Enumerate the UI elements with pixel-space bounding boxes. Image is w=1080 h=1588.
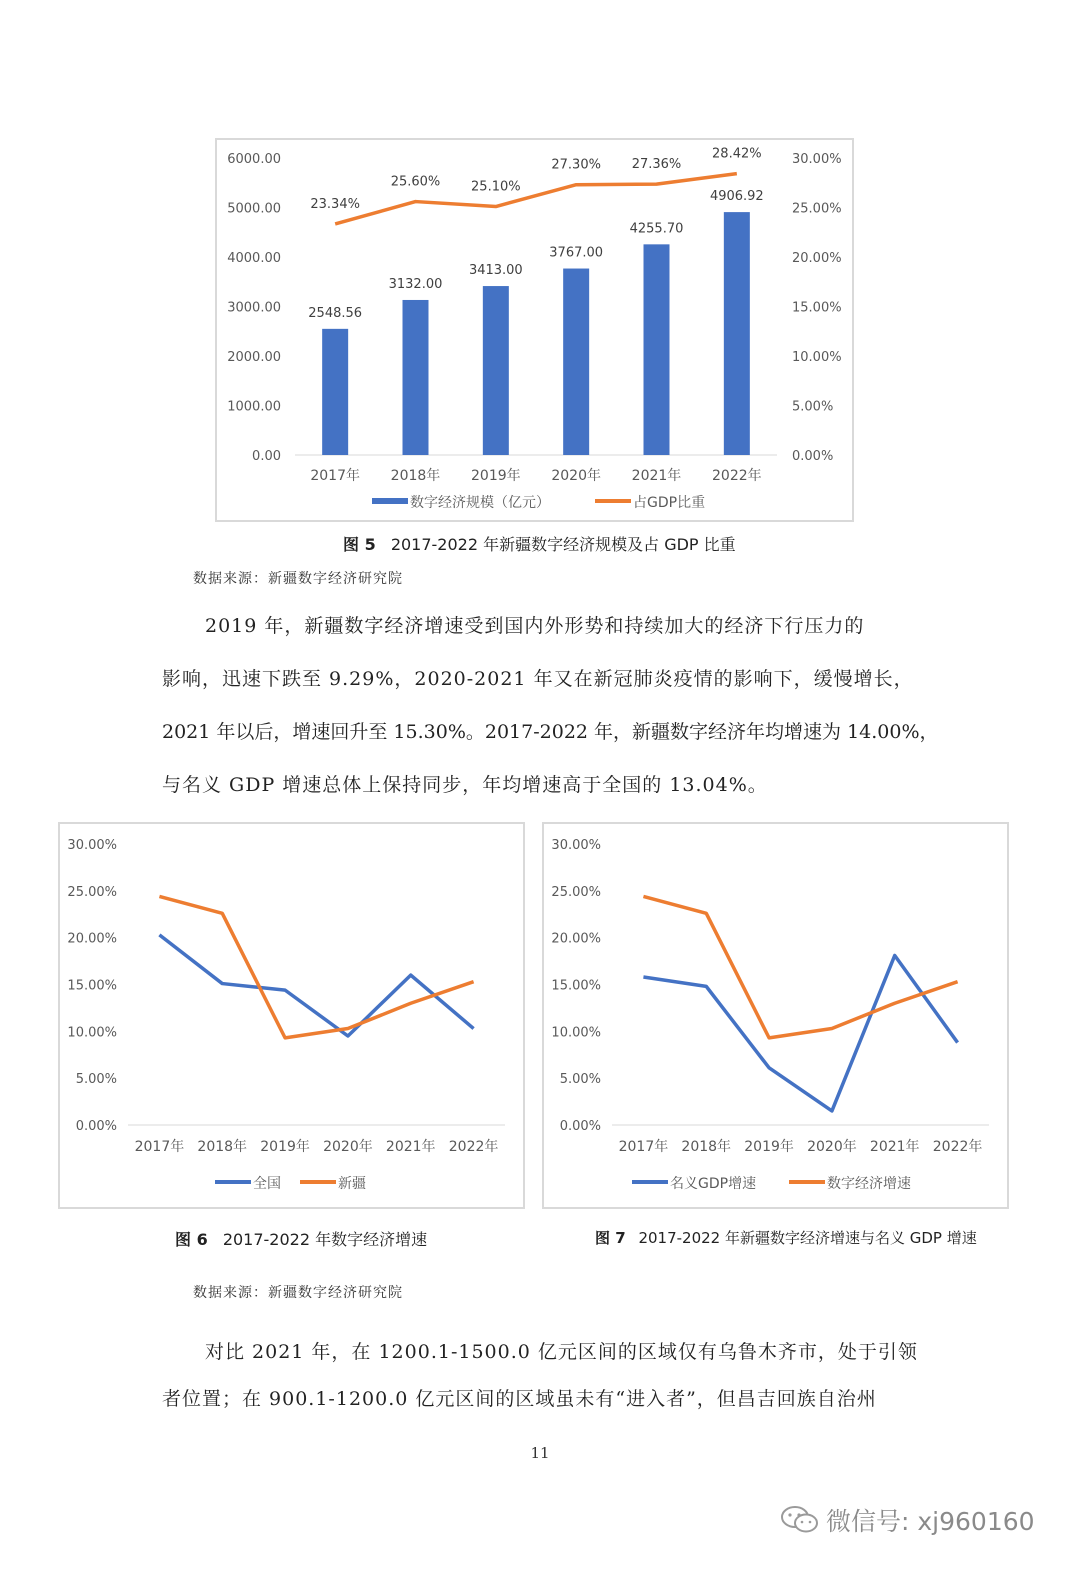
bar bbox=[724, 212, 750, 455]
chart7-svg bbox=[544, 824, 1007, 1207]
paragraph2-line2: 者位置；在 900.1-1200.0 亿元区间的区域虽未有“进入者”，但昌吉回族自治州 bbox=[162, 1388, 877, 1410]
figure7-caption-text: 2017-2022 年新疆数字经济增速与名义 GDP 增速 bbox=[638, 1229, 977, 1247]
bar-data-label: 4255.70 bbox=[629, 221, 684, 237]
line-data-label: 25.10% bbox=[471, 179, 521, 195]
left-axis-tick-label: 3000.00 bbox=[227, 300, 281, 316]
left-axis-tick-label: 5000.00 bbox=[227, 201, 281, 217]
chart5-svg bbox=[217, 140, 852, 520]
y-tick-label: 15.00% bbox=[67, 978, 117, 994]
figure7-caption bbox=[595, 1227, 977, 1248]
wechat-watermark bbox=[780, 1502, 1035, 1538]
y-tick-label: 20.00% bbox=[551, 931, 601, 947]
x-tick-label: 2017年 bbox=[310, 468, 360, 484]
bar-data-label: 3413.00 bbox=[468, 263, 523, 279]
y-tick-label: 15.00% bbox=[551, 978, 601, 994]
bar-data-label: 4906.92 bbox=[709, 189, 764, 205]
x-tick-label: 2017年 bbox=[134, 1139, 185, 1155]
x-tick-label: 2017年 bbox=[618, 1139, 669, 1155]
legend-label: 名义GDP增速 bbox=[670, 1176, 757, 1192]
legend-label: 新疆 bbox=[338, 1176, 366, 1192]
figure5-caption bbox=[343, 532, 736, 555]
y-tick-label: 0.00% bbox=[559, 1119, 601, 1134]
bar bbox=[563, 269, 589, 455]
bar-data-label: 3132.00 bbox=[388, 276, 443, 292]
y-tick-label: 30.00% bbox=[67, 838, 117, 853]
y-tick-label: 10.00% bbox=[551, 1025, 601, 1041]
figure7-chart bbox=[542, 822, 1009, 1209]
right-axis-tick-label: 30.00% bbox=[792, 152, 842, 167]
y-tick-label: 25.00% bbox=[551, 884, 601, 900]
line-data-label: 25.60% bbox=[390, 174, 441, 190]
watermark-text: 微信号: xj960160 bbox=[826, 1507, 1035, 1536]
figure6-chart bbox=[58, 822, 525, 1209]
x-tick-label: 2018年 bbox=[197, 1139, 248, 1155]
series-line-2 bbox=[159, 896, 473, 1037]
bar-data-label: 3767.00 bbox=[549, 245, 604, 261]
figure6-caption bbox=[175, 1227, 427, 1250]
left-axis-tick-label: 0.00 bbox=[252, 449, 281, 464]
right-axis-tick-label: 5.00% bbox=[792, 399, 834, 415]
figure5-source: 数据来源：新疆数字经济研究院 bbox=[193, 571, 403, 587]
legend-label: 占GDP比重 bbox=[633, 495, 706, 511]
figure6-caption-text: 2017-2022 年数字经济增速 bbox=[222, 1230, 428, 1249]
bar-data-label: 2548.56 bbox=[308, 305, 363, 321]
right-axis-tick-label: 15.00% bbox=[792, 300, 842, 316]
x-tick-label: 2018年 bbox=[390, 468, 441, 484]
x-tick-label: 2022年 bbox=[712, 468, 762, 484]
y-tick-label: 20.00% bbox=[67, 931, 117, 947]
line-data-label: 23.34% bbox=[310, 196, 360, 212]
x-tick-label: 2022年 bbox=[448, 1139, 499, 1155]
figure6-caption-label: 图 6 bbox=[175, 1230, 208, 1249]
y-tick-label: 0.00% bbox=[75, 1119, 117, 1134]
series-line-1 bbox=[159, 935, 473, 1036]
line-data-label: 28.42% bbox=[712, 146, 762, 162]
line-data-label: 27.36% bbox=[631, 157, 682, 173]
figure5-chart bbox=[215, 138, 854, 522]
paragraph1-line3: 2021 年以后，增速回升至 15.30%。2017-2022 年，新疆数字经济年均增速为 14.00%， bbox=[162, 721, 939, 743]
right-axis-tick-label: 0.00% bbox=[792, 449, 834, 464]
paragraph2-line1: 对比 2021 年，在 1200.1-1500.0 亿元区间的区域仅有乌鲁木齐市，处于引领 bbox=[205, 1341, 918, 1363]
paragraph1-line2: 影响，迅速下跌至 9.29%，2020-2021 年又在新冠肺炎疫情的影响下，缓慢增长， bbox=[162, 668, 914, 690]
line-data-label: 27.30% bbox=[551, 157, 601, 173]
y-tick-label: 5.00% bbox=[559, 1072, 601, 1088]
series-line-2 bbox=[643, 896, 957, 1037]
y-tick-label: 5.00% bbox=[75, 1072, 117, 1088]
x-tick-label: 2021年 bbox=[631, 468, 682, 484]
legend-swatch-bar bbox=[372, 498, 408, 504]
left-axis-tick-label: 2000.00 bbox=[227, 350, 281, 365]
legend-label: 数字经济规模（亿元） bbox=[410, 495, 550, 511]
left-axis-tick-label: 4000.00 bbox=[227, 251, 281, 266]
bar bbox=[483, 286, 509, 455]
bar bbox=[322, 329, 348, 455]
x-tick-label: 2020年 bbox=[807, 1139, 857, 1155]
x-tick-label: 2019年 bbox=[744, 1139, 794, 1155]
bar bbox=[403, 300, 429, 455]
legend-label: 全国 bbox=[253, 1176, 281, 1192]
right-axis-tick-label: 25.00% bbox=[792, 201, 842, 217]
chart6-svg bbox=[60, 824, 523, 1207]
x-tick-label: 2021年 bbox=[385, 1139, 436, 1155]
paragraph1-line4: 与名义 GDP 增速总体上保持同步，年均增速高于全国的 13.04%。 bbox=[162, 774, 768, 796]
x-tick-label: 2019年 bbox=[471, 468, 521, 484]
y-tick-label: 30.00% bbox=[551, 838, 601, 853]
y-tick-label: 10.00% bbox=[67, 1025, 117, 1041]
legend-label: 数字经济增速 bbox=[827, 1176, 911, 1192]
x-tick-label: 2019年 bbox=[260, 1139, 310, 1155]
x-tick-label: 2020年 bbox=[323, 1139, 373, 1155]
bar bbox=[644, 244, 670, 455]
paragraph1-line1: 2019 年，新疆数字经济增速受到国内外形势和持续加大的经济下行压力的 bbox=[205, 615, 865, 637]
x-tick-label: 2018年 bbox=[681, 1139, 732, 1155]
page-number: 11 bbox=[530, 1444, 550, 1462]
figures67-source: 数据来源：新疆数字经济研究院 bbox=[193, 1285, 403, 1301]
left-axis-tick-label: 6000.00 bbox=[227, 152, 281, 167]
wechat-icon bbox=[780, 1504, 820, 1536]
x-tick-label: 2021年 bbox=[869, 1139, 920, 1155]
left-axis-tick-label: 1000.00 bbox=[227, 399, 281, 415]
figure5-caption-label: 图 5 bbox=[343, 535, 376, 554]
figure5-caption-text: 2017-2022 年新疆数字经济规模及占 GDP 比重 bbox=[390, 535, 736, 554]
y-tick-label: 25.00% bbox=[67, 884, 117, 900]
figure7-caption-label: 图 7 bbox=[595, 1229, 626, 1247]
right-axis-tick-label: 10.00% bbox=[792, 350, 842, 365]
right-axis-tick-label: 20.00% bbox=[792, 251, 842, 266]
x-tick-label: 2020年 bbox=[551, 468, 601, 484]
x-tick-label: 2022年 bbox=[932, 1139, 983, 1155]
